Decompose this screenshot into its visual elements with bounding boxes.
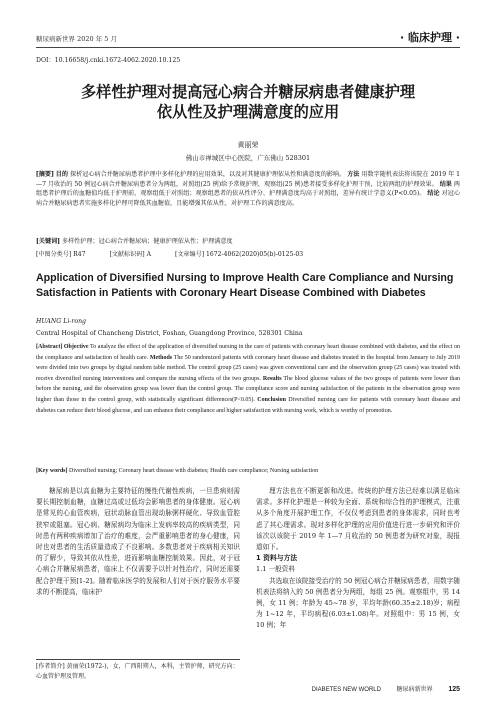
- keywords-en-text: Diversified nursing; Coronary heart disease with diabetes; Health care compliance; Nursing satisfaction: [69, 468, 319, 474]
- running-header-journal: 糖尿病新世界 2020 年 5 月: [36, 35, 117, 43]
- body-paragraph: 糖尿病是以高血糖为主要特征的慢性代谢性疾病，一旦患病则需要长期控制血糖，血糖过高或过低均会影响患者的身体健康。冠心病是常见的心血管疾病，冠状动脉血管出现动脉粥样硬化、导致血管腔狭窄或阻塞。冠心病、糖尿病均为临床上发病率较高的疾病类型，同时患有两种疾病增加了治疗的难度，会严重影响患者的身心健康，同时也对患者的生活质量造成了不良影响。多数患者对于疾病相关知识的了解少，导致其依从性差，进而影响血糖控制效果。因此，对于冠心病合并糖尿病患者，临床上不仅需要予以针对性治疗，同时还需要配合护理干预[1-2]。随着临床医学的发展和人们对于医疗服务水平要求的不断提高，临床护: [36, 487, 240, 596]
- abstract-en: [36, 342, 460, 416]
- page-number: 125: [448, 686, 460, 693]
- abstract-en-objective: To analyze the effect of the application of diversified nursing in the care of patients with coronary heart disease combined with diabetes, and the effect on the compliance and satisfaction of health care.: [36, 344, 460, 361]
- keywords-cn: [36, 236, 460, 245]
- abstract-en-label: [Abstract]: [36, 344, 63, 350]
- footer-journal-cn: 糖尿病新世界: [396, 687, 433, 693]
- author-en: HUANG Li-rong: [36, 318, 87, 325]
- section-heading: 1 资料与方法: [256, 554, 298, 563]
- abstract-en-results: The blood glucose values of the two groups of patients were lower than before the nursing, and the observation group was lower than the control group. The compliance score and nursing satisfaction of the patients in the observation group were higher than those in the control group, with statistically significant differences(P<0.05).: [36, 375, 460, 403]
- abstract-cn-conclusion-label: 结论: [427, 190, 440, 197]
- affiliation-cn: 佛山市禅城区中心医院，广东佛山 528301: [185, 154, 311, 162]
- subsection-heading: 1.1 一般资料: [256, 565, 295, 574]
- author-cn: 黄丽荣: [237, 141, 259, 149]
- abstract-en-conclusion: Diversified nursing care for patients with coronary heart disease and diabetes can reduce their blood glucose, and can enhance their compliance and higher satisfaction with nursing work, which is worthy of promotion.: [36, 396, 461, 414]
- footer-journal-en: DIABETES NEW WORLD: [311, 687, 381, 693]
- author-note: [作者简介] 黄丽荣(1972-)，女，广西阳朔人，本科，主管护师，研究方向：心血管护理及管理。: [36, 659, 240, 681]
- keywords-en-label: [Key words]: [36, 468, 68, 474]
- doi[interactable]: DOI：10.16658/j.cnki.1672-4062.2020.10.125: [36, 57, 181, 64]
- page-footer: [298, 684, 460, 693]
- running-header-column: · 临床护理 ·: [399, 31, 460, 44]
- title-cn-line-1: 多样性护理对提高冠心病合并糖尿病患者健康护理: [80, 83, 416, 101]
- article-title-cn: [30, 82, 466, 122]
- abstract-cn-objective-label: 目的: [55, 171, 69, 178]
- body-column-left: [36, 486, 240, 598]
- article-number: [文章编号] 1672-4062(2020)05(b)-0125-03: [174, 251, 304, 258]
- header-rule: [36, 47, 460, 48]
- abstract-en-conclusion-label: Conclusion: [257, 396, 286, 403]
- keywords-en: [36, 468, 460, 474]
- abstract-cn-label: [摘要]: [36, 171, 54, 178]
- document-code: [文献标识码] A: [109, 251, 152, 258]
- clc-number: [中图分类号] R47: [36, 251, 86, 258]
- body-column-right: [256, 486, 460, 632]
- abstract-cn-results-label: 结果: [439, 180, 452, 188]
- abstract-cn: [36, 170, 460, 208]
- article-title-en: Application of Diversified Nursing to Improve Health Care Compliance and Nursing Satisfaction in Patients with Coronary Heart Disease Combined with Diabetes: [36, 272, 454, 299]
- abstract-en-results-label: Results: [262, 375, 282, 382]
- title-cn-line-2: 依从性及护理满意度的应用: [156, 103, 340, 121]
- body-paragraph: 共选取在该院接受治疗的 50 例冠心病合并糖尿病患者，用数字随机表法将纳入的 50 例患者分为两组，每组 25 例。观察组中，男 14 例，女 11 例；年龄为 45~78 岁，平均年龄(60.35±2.18)岁；病程为 1~12 年，平均病程(6.03±1.08)年。对照组中：男 15 例，女 10 例；年: [256, 576, 460, 630]
- body-paragraph: 理方法也在不断更新和改进。传统的护理方法已经难以满足临床需求。多样化护理是一种较为全面、系统和综合性的护理模式，注重从多个角度开展护理工作，不仅仅考虑到患者的身体需求，同时也考虑了其心理需求。现对多样化护理的应用价值进行进一步研究和评价该次以该院于 2019 年 1—7 月收治的 50 例患者为研究对象，现报道如下。: [256, 487, 460, 552]
- abstract-en-methods: The 50 randomized patients with coronary heart disease and diabetes treated in the hospital from January to July 2019 were divided into two groups by digital random table method. The control group (25 cases) was given conventional care and the observation group (25 cases) was treated with receive diversified nursing interventions and compare the nursing effects of the two groups.: [36, 354, 460, 382]
- abstract-cn-objective: 探析冠心病合并糖尿病患者护理中多样化护理的应用效果，以及对其健康护理依从性和满意度的影响。: [70, 171, 346, 178]
- abstract-en-objective-label: Objective: [63, 344, 89, 350]
- keywords-cn-label: [关键词]: [36, 238, 61, 245]
- abstract-cn-methods-label: 方法: [347, 171, 360, 178]
- abstract-cn-methods: 用数字随机表法将该院在 2019 年 1—7 月收治的 50 例冠心病合并糖尿病患者分为两组，对照组(25 例)给予常规护理，观察组(25 例)患者接受多样化护理干预，比较两组的护理效果。: [36, 171, 461, 188]
- keywords-cn-text: 多样性护理；冠心病合并糖尿病；健康护理依从性；护理满意度: [62, 238, 233, 245]
- affiliation-en: Central Hospital of Chancheng District, Foshan, Guangdong Province, 528301 China: [36, 330, 303, 337]
- abstract-cn-results: 两组患者护理后的血糖值均低于护理前，观察组低于对照组；观察组患者的依从性评分、护理满意度均高于对照组，差异有统计学意义(P<0.05)。: [36, 180, 460, 197]
- abstract-cn-conclusion: 对冠心病合并糖尿病患者实施多样化护理可降低其血糖值，且能增强其依从性，对护理工作的满意度高。: [36, 190, 461, 207]
- classification-cn: [36, 249, 460, 258]
- abstract-en-methods-label: Methods: [149, 354, 173, 361]
